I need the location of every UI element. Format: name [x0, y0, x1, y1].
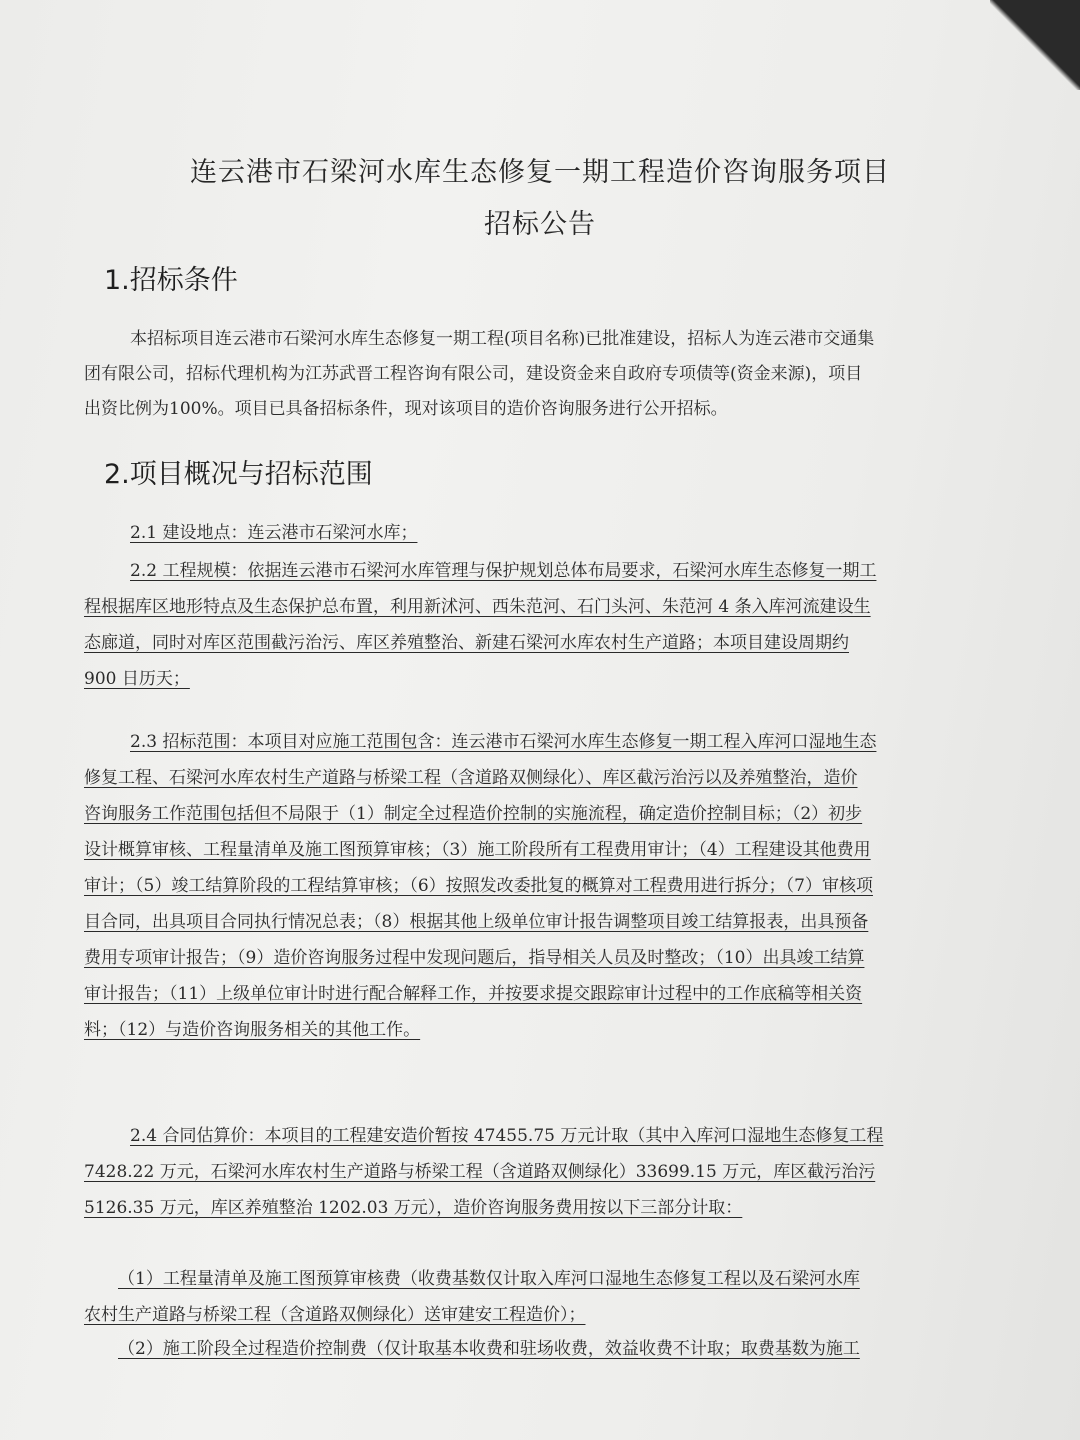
- text-line: 目合同，出具项目合同执行情况总表；（8）根据其他上级单位审计报告调整项目竣工结算报表，出具预备: [84, 912, 869, 932]
- text-line: 2.4 合同估算价：本项目的工程建安造价暂按 47455.75 万元计取（其中入库河口湿地生态修复工程: [130, 1126, 884, 1146]
- document-title: 连云港市石梁河水库生态修复一期工程造价咨询服务项目: [190, 157, 890, 188]
- text-line: 农村生产道路与桥梁工程（含道路双侧绿化）送审建安工程造价）；: [84, 1305, 586, 1325]
- text-line: 审计报告；（11）上级单位审计时进行配合解释工作，并按要求提交跟踪审计过程中的工作底稿等相关资: [84, 984, 863, 1004]
- text-line: 5126.35 万元，库区养殖整治 1202.03 万元），造价咨询服务费用按以下三部分计取：: [84, 1198, 743, 1218]
- text-line: 团有限公司，招标代理机构为江苏武晋工程咨询有限公司，建设资金来自政府专项债等(资金来源)，项目: [84, 364, 863, 384]
- clause-2-4: [84, 1118, 994, 1226]
- text-line: 咨询服务工作范围包括但不局限于（1）制定全过程造价控制的实施流程，确定造价控制目标；（2）初步: [84, 804, 863, 824]
- text-line: 2.3 招标范围：本项目对应施工范围包含：连云港市石梁河水库生态修复一期工程入库河口湿地生态: [130, 732, 877, 752]
- text-line: 本招标项目连云港市石梁河水库生态修复一期工程(项目名称)已批准建设，招标人为连云港市交通集: [130, 329, 875, 349]
- text-line: 费用专项审计报告；（9）造价咨询服务过程中发现问题后，指导相关人员及时整改；（10）出具竣工结算: [84, 948, 865, 968]
- fee-item-1: [84, 1261, 994, 1333]
- text-line: 设计概算审核、工程量清单及施工图预算审核；（3）施工阶段所有工程费用审计；（4）工程建设其他费用: [84, 840, 871, 860]
- text-line: （2）施工阶段全过程造价控制费（仅计取基本收费和驻场收费，效益收费不计取；取费基数为施工: [118, 1339, 860, 1359]
- text-line: （1）工程量清单及施工图预算审核费（收费基数仅计取入库河口湿地生态修复工程以及石梁河水库: [118, 1269, 860, 1289]
- text-line: 7428.22 万元，石梁河水库农村生产道路与桥梁工程（含道路双侧绿化）33699.15 万元，库区截污治污: [84, 1162, 876, 1182]
- text-line: [84, 1048, 994, 1084]
- document-subtitle: 招标公告: [484, 209, 596, 240]
- text-line: 料；（12）与造价咨询服务相关的其他工作。: [84, 1020, 421, 1040]
- clause-2-3: [84, 724, 994, 1084]
- text-line: 修复工程、石梁河水库农村生产道路与桥梁工程（含道路双侧绿化）、库区截污治污以及养殖整治，造价: [84, 768, 858, 788]
- text-line: 2.1 建设地点：连云港市石梁河水库；: [130, 523, 418, 543]
- section1-paragraph: [84, 322, 994, 427]
- section-heading-1: 1.招标条件: [104, 265, 238, 296]
- fee-item-2: [84, 1331, 994, 1367]
- clause-2-2: [84, 553, 994, 697]
- text-line: 程根据库区地形特点及生态保护总布置，利用新沭河、西朱范河、石门头河、朱范河 4 条入库河流建设生: [84, 597, 871, 617]
- text-line: 态廊道，同时对库区范围截污治污、库区养殖整治、新建石梁河水库农村生产道路；本项目建设周期约: [84, 633, 849, 653]
- text-line: 审计；（5）竣工结算阶段的工程结算审核；（6）按照发改委批复的概算对工程费用进行拆分；（7）审核项: [84, 876, 873, 896]
- text-line: 出资比例为100%。项目已具备招标条件，现对该项目的造价咨询服务进行公开招标。: [84, 399, 728, 419]
- text-line: 2.2 工程规模：依据连云港市石梁河水库管理与保护规划总体布局要求，石梁河水库生态修复一期工: [130, 561, 877, 581]
- section-heading-2: 2.项目概况与招标范围: [104, 459, 373, 490]
- clause-2-1: [84, 515, 994, 551]
- text-line: 900 日历天；: [84, 669, 190, 689]
- dark-background-corner: [990, 0, 1080, 90]
